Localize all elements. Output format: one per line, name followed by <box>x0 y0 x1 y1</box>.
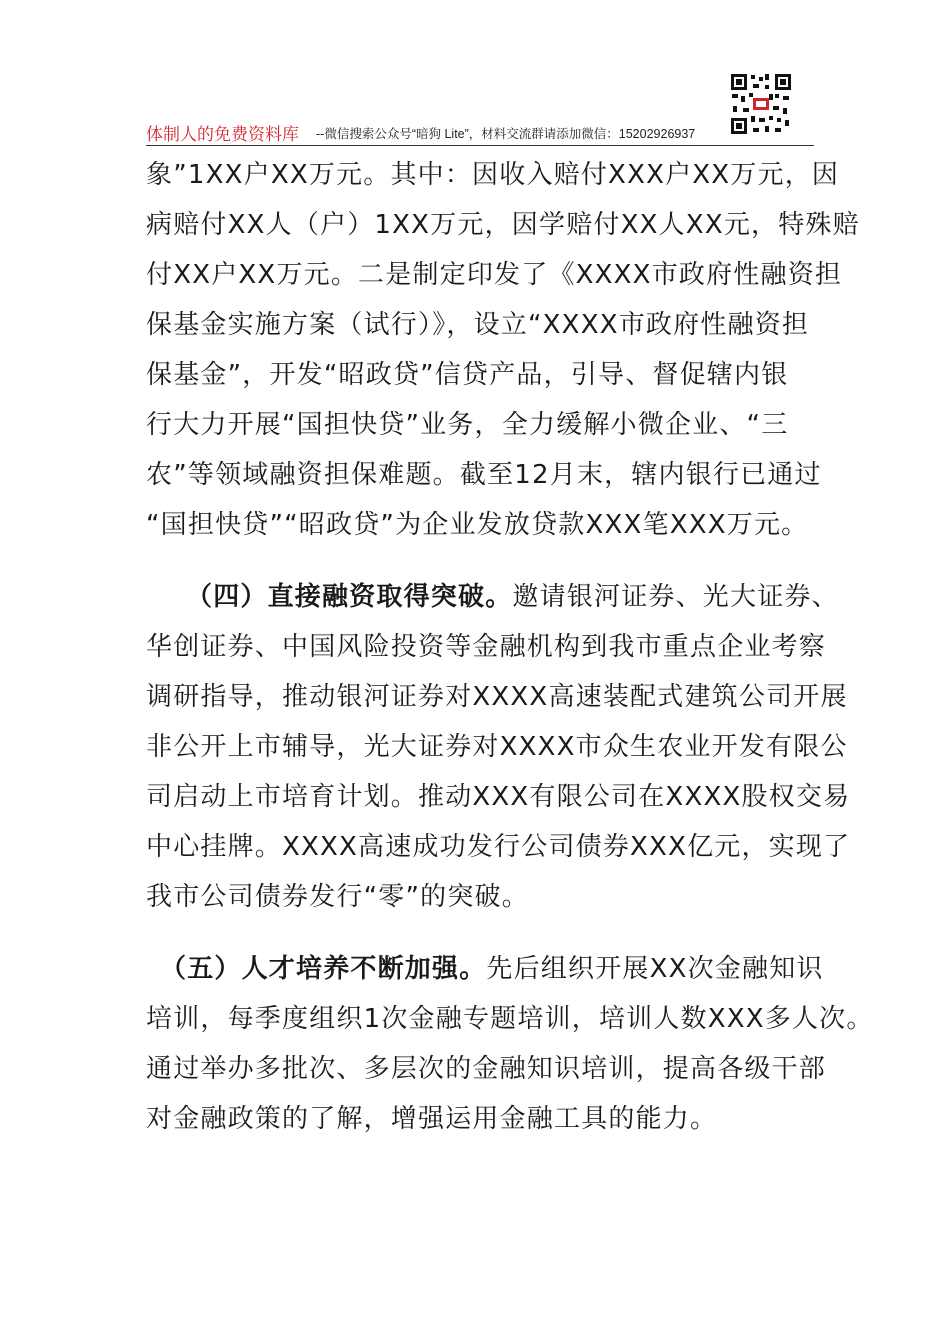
text-line: 象”1XX户XX万元。其中：因收入赔付XXX户XX万元，因 <box>146 160 840 190</box>
text-run: 邀请银河证券、光大证券、 <box>512 582 839 612</box>
text-line: 中心挂牌。XXXX高速成功发行公司债券XXX亿元，实现了 <box>146 832 851 862</box>
text-line: 对金融政策的了解，增强运用金融工具的能力。 <box>146 1104 718 1134</box>
text-line: 农”等领域融资担保难题。截至12月末，辖内银行已通过 <box>146 460 822 490</box>
text-run: 先后组织开展XX次金融知识 <box>486 954 824 984</box>
text-line: 培训，每季度组织1次金融专题培训，培训人数XXX多人次。 <box>146 1004 874 1034</box>
header-brand: 体制人的免费资料库 <box>146 125 299 145</box>
text-line: 通过举办多批次、多层次的金融知识培训，提高各级干部 <box>146 1054 827 1084</box>
paragraph-3 <box>146 944 874 1144</box>
header-divider <box>146 145 814 146</box>
text-line: 付XX户XX万元。二是制定印发了《XXXX市政府性融资担 <box>146 260 843 290</box>
paragraph-2 <box>146 572 851 922</box>
text-line: 行大力开展“国担快贷”业务，全力缓解小微企业、“三 <box>146 410 789 440</box>
document-body <box>146 150 874 1144</box>
text-line: “国担快贷”“昭政贷”为企业发放贷款XXX笔XXX万元。 <box>146 510 809 540</box>
text-line: 非公开上市辅导，光大证券对XXXX市众生农业开发有限公 <box>146 732 848 762</box>
section-heading: （五）人才培养不断加强。 <box>160 954 487 984</box>
section-heading: （四）直接融资取得突破。 <box>186 582 513 612</box>
text-line: 保基金”，开发“昭政贷”信贷产品，引导、督促辖内银 <box>146 360 789 390</box>
header-note: --微信搜索公众号“暗狗 Lite”，材料交流群请添加微信：15202926937 <box>316 127 696 141</box>
text-line: 司启动上市培育计划。推动XXX有限公司在XXXX股权交易 <box>146 782 851 812</box>
text-line: 华创证券、中国风险投资等金融机构到我市重点企业考察 <box>146 632 827 662</box>
text-line <box>146 944 824 994</box>
paragraph-1 <box>146 150 860 550</box>
text-line: 调研指导，推动银河证券对XXXX高速装配式建筑公司开展 <box>146 682 848 712</box>
text-line <box>146 572 839 622</box>
text-line: 保基金实施方案（试行）》，设立“XXXX市政府性融资担 <box>146 310 810 340</box>
text-line: 病赔付XX人（户）1XX万元，因学赔付XX人XX元，特殊赔 <box>146 210 860 240</box>
text-line: 我市公司债券发行“零”的突破。 <box>146 882 529 912</box>
page-header <box>146 118 814 146</box>
